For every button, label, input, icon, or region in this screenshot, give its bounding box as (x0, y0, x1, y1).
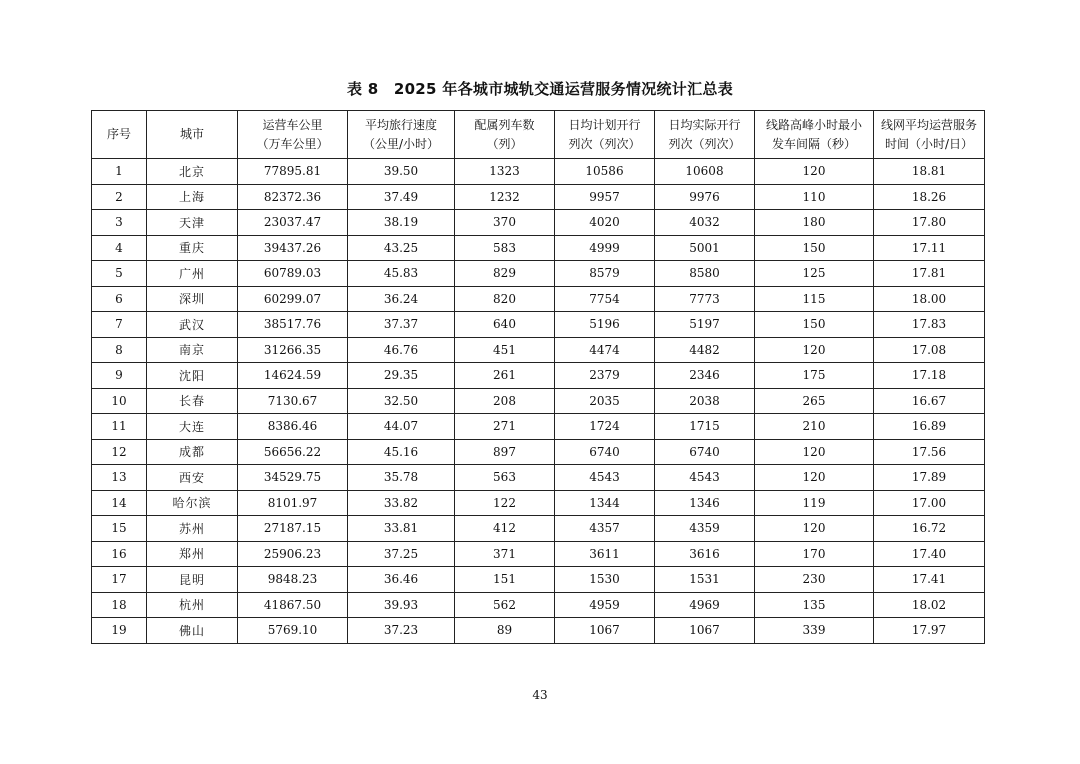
col-city-cell: 成都 (147, 439, 238, 465)
col-actual-trips-cell: 4032 (655, 210, 755, 236)
col-index-cell: 12 (92, 439, 147, 465)
col-service-hours-cell: 17.11 (874, 235, 985, 261)
col-planned-trips-cell: 4474 (555, 337, 655, 363)
col-planned-trips-cell: 2379 (555, 363, 655, 389)
table-row (92, 388, 985, 414)
col-avg-speed-cell: 38.19 (348, 210, 455, 236)
col-actual-trips-cell: 4482 (655, 337, 755, 363)
col-actual-trips-cell: 2346 (655, 363, 755, 389)
col-trains-cell: 451 (455, 337, 555, 363)
col-city-cell: 哈尔滨 (147, 490, 238, 516)
col-index-cell: 3 (92, 210, 147, 236)
col-min-headway-cell: 230 (755, 567, 874, 593)
col-avg-speed-cell: 37.25 (348, 541, 455, 567)
col-vehicle-km-cell: 27187.15 (238, 516, 348, 542)
col-actual-trips-cell: 1531 (655, 567, 755, 593)
col-actual-trips-cell: 4543 (655, 465, 755, 491)
col-index-cell: 13 (92, 465, 147, 491)
col-index-cell: 6 (92, 286, 147, 312)
col-vehicle-km-cell: 7130.67 (238, 388, 348, 414)
col-planned-trips-cell: 4020 (555, 210, 655, 236)
col-index-cell: 14 (92, 490, 147, 516)
col-city-cell: 上海 (147, 184, 238, 210)
col-city-cell: 广州 (147, 261, 238, 287)
col-min-headway-cell: 115 (755, 286, 874, 312)
col-city-header (147, 111, 238, 159)
col-vehicle-km-cell: 39437.26 (238, 235, 348, 261)
col-service-hours-cell: 17.41 (874, 567, 985, 593)
col-avg-speed-cell: 36.46 (348, 567, 455, 593)
col-min-headway-cell: 339 (755, 618, 874, 644)
col-city-cell: 昆明 (147, 567, 238, 593)
col-index-cell: 19 (92, 618, 147, 644)
col-trains-cell: 897 (455, 439, 555, 465)
col-service-hours-cell: 17.40 (874, 541, 985, 567)
col-index-cell: 9 (92, 363, 147, 389)
col-city-cell: 沈阳 (147, 363, 238, 389)
col-city-cell: 大连 (147, 414, 238, 440)
col-service-hours-cell: 17.83 (874, 312, 985, 338)
col-trains-cell: 208 (455, 388, 555, 414)
col-city-cell: 佛山 (147, 618, 238, 644)
table-row (92, 261, 985, 287)
col-avg-speed-cell: 43.25 (348, 235, 455, 261)
table-row (92, 465, 985, 491)
col-min-headway-cell: 150 (755, 235, 874, 261)
table-row (92, 414, 985, 440)
col-min-headway-cell: 180 (755, 210, 874, 236)
col-city-cell: 杭州 (147, 592, 238, 618)
col-trains-cell: 271 (455, 414, 555, 440)
col-service-hours-header (874, 111, 985, 159)
table-row (92, 618, 985, 644)
col-actual-trips-cell: 2038 (655, 388, 755, 414)
col-min-headway-cell: 120 (755, 516, 874, 542)
col-planned-trips-cell: 9957 (555, 184, 655, 210)
col-index-cell: 18 (92, 592, 147, 618)
col-vehicle-km-cell: 5769.10 (238, 618, 348, 644)
col-vehicle-km-cell: 8101.97 (238, 490, 348, 516)
header-label: 运营车公里 (262, 117, 323, 132)
col-service-hours-cell: 18.00 (874, 286, 985, 312)
col-index-header (92, 111, 147, 159)
col-trains-cell: 261 (455, 363, 555, 389)
col-service-hours-cell: 18.26 (874, 184, 985, 210)
col-vehicle-km-cell: 82372.36 (238, 184, 348, 210)
col-index-cell: 8 (92, 337, 147, 363)
col-planned-trips-cell: 1530 (555, 567, 655, 593)
col-min-headway-cell: 170 (755, 541, 874, 567)
col-index-cell: 1 (92, 159, 147, 185)
table-row (92, 159, 985, 185)
col-service-hours-cell: 17.81 (874, 261, 985, 287)
col-trains-cell: 583 (455, 235, 555, 261)
col-avg-speed-cell: 32.50 (348, 388, 455, 414)
col-min-headway-cell: 135 (755, 592, 874, 618)
header-label: 平均旅行速度 (364, 117, 437, 132)
col-vehicle-km-cell: 41867.50 (238, 592, 348, 618)
table-row (92, 184, 985, 210)
col-city-cell: 武汉 (147, 312, 238, 338)
col-city-cell: 天津 (147, 210, 238, 236)
table-row (92, 363, 985, 389)
col-planned-trips-cell: 1067 (555, 618, 655, 644)
col-planned-trips-cell: 4999 (555, 235, 655, 261)
header-label: 线路高峰小时最小 (765, 117, 862, 132)
col-planned-trips-cell: 8579 (555, 261, 655, 287)
col-index-cell: 10 (92, 388, 147, 414)
col-min-headway-cell: 120 (755, 465, 874, 491)
col-city-cell: 深圳 (147, 286, 238, 312)
col-city-cell: 西安 (147, 465, 238, 491)
table-row (92, 490, 985, 516)
col-service-hours-cell: 16.72 (874, 516, 985, 542)
col-planned-trips-cell: 4543 (555, 465, 655, 491)
col-avg-speed-cell: 35.78 (348, 465, 455, 491)
col-min-headway-cell: 150 (755, 312, 874, 338)
col-index-cell: 7 (92, 312, 147, 338)
col-actual-trips-cell: 6740 (655, 439, 755, 465)
col-actual-trips-cell: 4359 (655, 516, 755, 542)
header-unit: （万车公里） (256, 136, 329, 151)
table-row (92, 286, 985, 312)
table-row (92, 567, 985, 593)
col-city-cell: 长春 (147, 388, 238, 414)
header-label: 序号 (106, 127, 131, 141)
col-avg-speed-cell: 46.76 (348, 337, 455, 363)
col-avg-speed-cell: 37.23 (348, 618, 455, 644)
col-trains-cell: 412 (455, 516, 555, 542)
table-row (92, 337, 985, 363)
header-unit: 列次（列次） (568, 136, 641, 151)
col-avg-speed-cell: 33.82 (348, 490, 455, 516)
col-vehicle-km-cell: 23037.47 (238, 210, 348, 236)
col-service-hours-cell: 17.18 (874, 363, 985, 389)
col-actual-trips-cell: 3616 (655, 541, 755, 567)
header-label: 配属列车数 (474, 117, 535, 132)
col-planned-trips-cell: 10586 (555, 159, 655, 185)
col-city-cell: 郑州 (147, 541, 238, 567)
col-vehicle-km-cell: 60789.03 (238, 261, 348, 287)
col-min-headway-cell: 265 (755, 388, 874, 414)
col-trains-cell: 1232 (455, 184, 555, 210)
col-city-cell: 重庆 (147, 235, 238, 261)
col-service-hours-cell: 17.89 (874, 465, 985, 491)
col-vehicle-km-cell: 60299.07 (238, 286, 348, 312)
col-index-cell: 16 (92, 541, 147, 567)
col-city-cell: 南京 (147, 337, 238, 363)
col-trains-cell: 1323 (455, 159, 555, 185)
col-trains-cell: 122 (455, 490, 555, 516)
col-service-hours-cell: 17.00 (874, 490, 985, 516)
header-unit: 时间（小时/日） (884, 136, 974, 151)
col-trains-cell: 829 (455, 261, 555, 287)
col-planned-trips-cell: 5196 (555, 312, 655, 338)
statistics-table (91, 110, 985, 644)
table-row (92, 235, 985, 261)
col-index-cell: 4 (92, 235, 147, 261)
col-min-headway-cell: 120 (755, 159, 874, 185)
col-index-cell: 11 (92, 414, 147, 440)
col-trains-header (455, 111, 555, 159)
col-service-hours-cell: 16.67 (874, 388, 985, 414)
col-vehicle-km-cell: 25906.23 (238, 541, 348, 567)
col-min-headway-cell: 110 (755, 184, 874, 210)
table-row (92, 210, 985, 236)
col-vehicle-km-cell: 38517.76 (238, 312, 348, 338)
table-row (92, 592, 985, 618)
col-planned-trips-cell: 2035 (555, 388, 655, 414)
col-actual-trips-cell: 4969 (655, 592, 755, 618)
col-avg-speed-header (348, 111, 455, 159)
col-vehicle-km-cell: 8386.46 (238, 414, 348, 440)
col-avg-speed-cell: 29.35 (348, 363, 455, 389)
col-vehicle-km-header (238, 111, 348, 159)
col-index-cell: 5 (92, 261, 147, 287)
col-avg-speed-cell: 45.16 (348, 439, 455, 465)
col-min-headway-cell: 120 (755, 337, 874, 363)
col-planned-trips-cell: 6740 (555, 439, 655, 465)
col-actual-trips-header (655, 111, 755, 159)
col-avg-speed-cell: 45.83 (348, 261, 455, 287)
col-actual-trips-cell: 9976 (655, 184, 755, 210)
col-min-headway-header (755, 111, 874, 159)
col-avg-speed-cell: 37.49 (348, 184, 455, 210)
col-min-headway-cell: 120 (755, 439, 874, 465)
col-avg-speed-cell: 37.37 (348, 312, 455, 338)
col-actual-trips-cell: 5001 (655, 235, 755, 261)
table-row (92, 516, 985, 542)
col-actual-trips-cell: 1715 (655, 414, 755, 440)
col-planned-trips-cell: 4959 (555, 592, 655, 618)
col-vehicle-km-cell: 31266.35 (238, 337, 348, 363)
col-service-hours-cell: 17.08 (874, 337, 985, 363)
header-unit: 发车间隔（秒） (771, 136, 856, 151)
col-service-hours-cell: 18.81 (874, 159, 985, 185)
col-avg-speed-cell: 39.93 (348, 592, 455, 618)
header-unit: 列次（列次） (668, 136, 741, 151)
table-row (92, 541, 985, 567)
col-planned-trips-cell: 4357 (555, 516, 655, 542)
header-unit: （列） (486, 136, 523, 151)
col-min-headway-cell: 125 (755, 261, 874, 287)
col-avg-speed-cell: 33.81 (348, 516, 455, 542)
col-trains-cell: 151 (455, 567, 555, 593)
col-trains-cell: 640 (455, 312, 555, 338)
col-service-hours-cell: 17.97 (874, 618, 985, 644)
col-vehicle-km-cell: 9848.23 (238, 567, 348, 593)
table-row (92, 439, 985, 465)
col-planned-trips-cell: 3611 (555, 541, 655, 567)
col-actual-trips-cell: 7773 (655, 286, 755, 312)
col-service-hours-cell: 17.80 (874, 210, 985, 236)
col-avg-speed-cell: 39.50 (348, 159, 455, 185)
col-trains-cell: 370 (455, 210, 555, 236)
col-actual-trips-cell: 5197 (655, 312, 755, 338)
col-trains-cell: 820 (455, 286, 555, 312)
col-trains-cell: 562 (455, 592, 555, 618)
col-avg-speed-cell: 36.24 (348, 286, 455, 312)
col-trains-cell: 89 (455, 618, 555, 644)
col-trains-cell: 563 (455, 465, 555, 491)
table-title: 表 8 2025 年各城市城轨交通运营服务情况统计汇总表 (346, 80, 734, 98)
col-service-hours-cell: 16.89 (874, 414, 985, 440)
col-vehicle-km-cell: 34529.75 (238, 465, 348, 491)
col-vehicle-km-cell: 14624.59 (238, 363, 348, 389)
col-trains-cell: 371 (455, 541, 555, 567)
table-body (92, 159, 985, 644)
col-actual-trips-cell: 8580 (655, 261, 755, 287)
table-header (92, 111, 985, 159)
col-service-hours-cell: 17.56 (874, 439, 985, 465)
header-row (92, 111, 985, 159)
header-label: 日均实际开行 (668, 117, 741, 132)
col-planned-trips-cell: 1344 (555, 490, 655, 516)
col-planned-trips-cell: 1724 (555, 414, 655, 440)
col-planned-trips-cell: 7754 (555, 286, 655, 312)
col-avg-speed-cell: 44.07 (348, 414, 455, 440)
col-city-cell: 北京 (147, 159, 238, 185)
table-row (92, 312, 985, 338)
col-actual-trips-cell: 1067 (655, 618, 755, 644)
col-index-cell: 17 (92, 567, 147, 593)
col-index-cell: 15 (92, 516, 147, 542)
header-unit: （公里/小时） (362, 136, 440, 151)
col-min-headway-cell: 119 (755, 490, 874, 516)
col-min-headway-cell: 210 (755, 414, 874, 440)
col-index-cell: 2 (92, 184, 147, 210)
col-vehicle-km-cell: 77895.81 (238, 159, 348, 185)
col-min-headway-cell: 175 (755, 363, 874, 389)
header-label: 日均计划开行 (568, 117, 641, 132)
col-actual-trips-cell: 10608 (655, 159, 755, 185)
col-actual-trips-cell: 1346 (655, 490, 755, 516)
header-label: 城市 (179, 127, 204, 141)
col-city-cell: 苏州 (147, 516, 238, 542)
page-number: 43 (532, 688, 548, 702)
header-label: 线网平均运营服务 (880, 117, 977, 132)
col-vehicle-km-cell: 56656.22 (238, 439, 348, 465)
col-service-hours-cell: 18.02 (874, 592, 985, 618)
col-planned-trips-header (555, 111, 655, 159)
